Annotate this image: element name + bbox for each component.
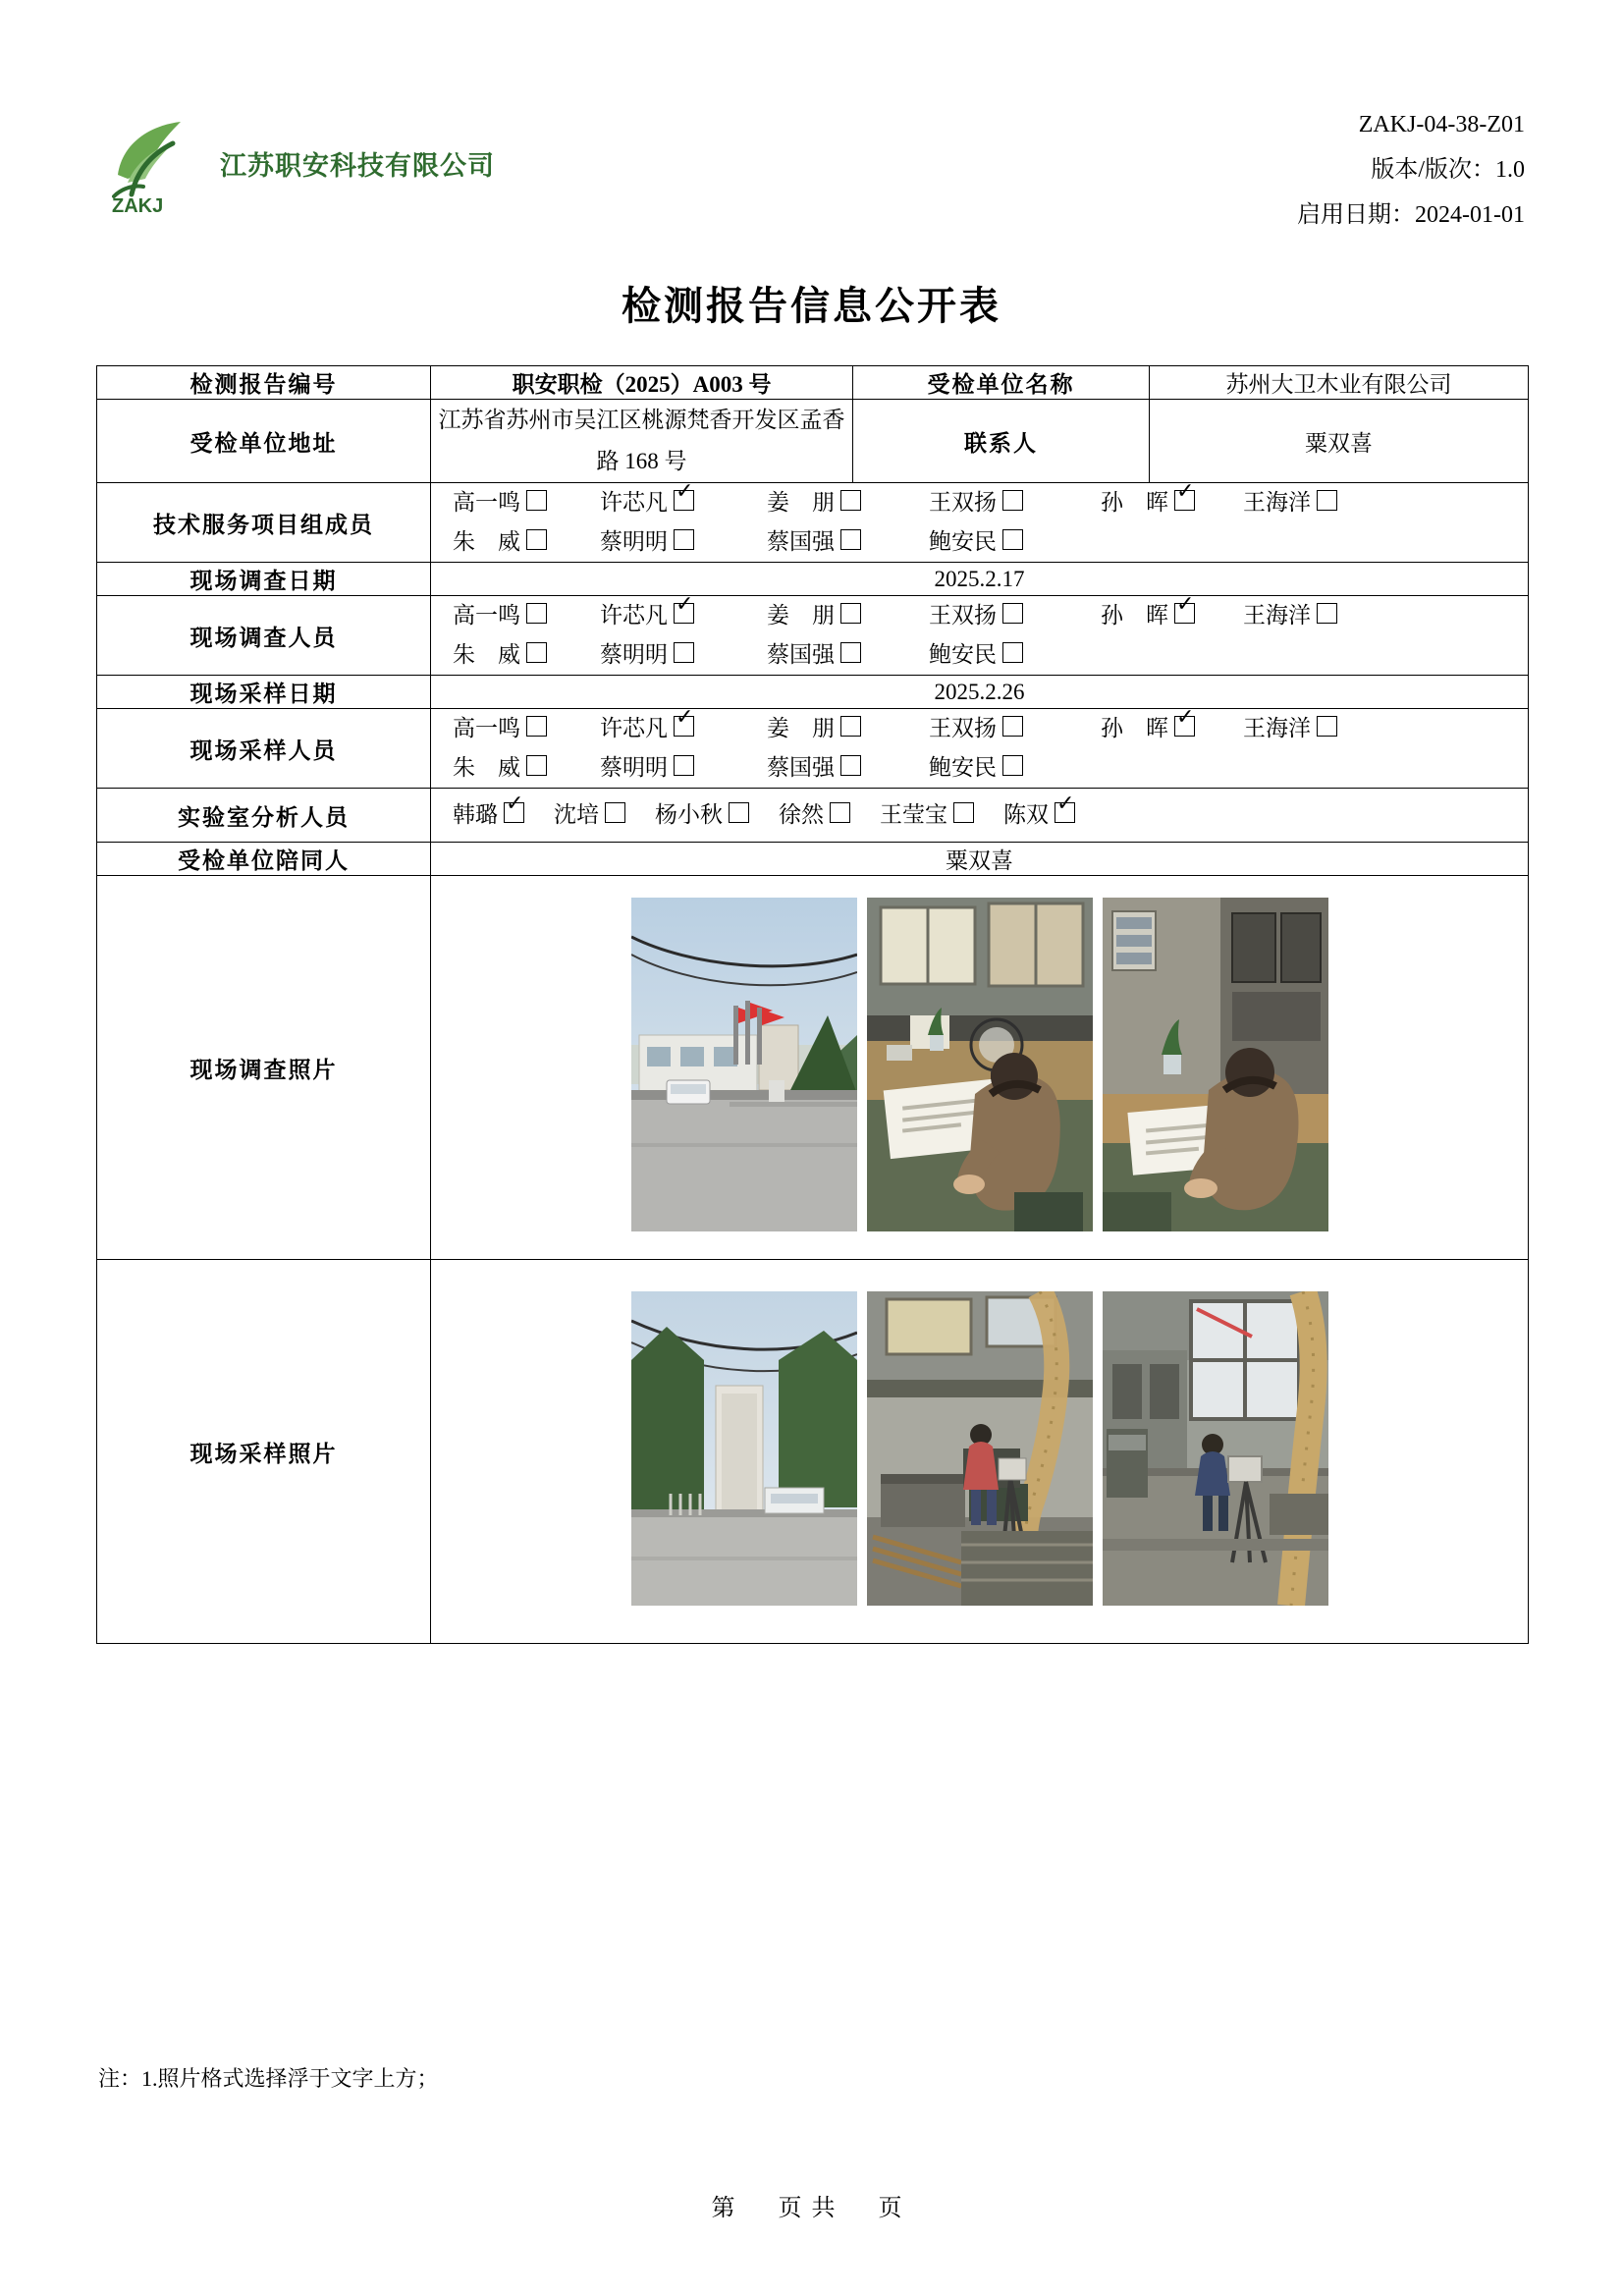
staff-name: 蔡明明 xyxy=(600,529,668,554)
checkbox-icon[interactable] xyxy=(729,802,749,823)
staff-name: 蔡国强 xyxy=(767,755,835,780)
staff-name: 王双扬 xyxy=(929,490,997,515)
checkbox-checked-icon[interactable] xyxy=(504,802,524,823)
staff-checkbox-item[interactable] xyxy=(767,596,929,635)
lab-staff-label: 实验室分析人员 xyxy=(97,789,431,843)
lab-staff-item[interactable] xyxy=(554,797,625,833)
page-number-footer: 第 页共 页 xyxy=(711,2196,912,2221)
staff-checkbox-item[interactable] xyxy=(929,483,1101,522)
lab-staff-name: 杨小秋 xyxy=(655,802,723,827)
sampling-photo-strip xyxy=(431,1260,1528,1643)
checkbox-icon[interactable] xyxy=(840,755,861,776)
sampling-staff-checklist[interactable] xyxy=(431,709,1529,789)
staff-name: 孙 晖 xyxy=(1101,603,1168,628)
svg-text:ZAKJ: ZAKJ xyxy=(112,195,164,216)
info-table xyxy=(96,365,1529,1644)
staff-name: 姜 朋 xyxy=(767,603,835,628)
lab-staff-name: 王莹宝 xyxy=(880,802,947,827)
checkbox-icon[interactable] xyxy=(1317,716,1337,737)
leaf-logo-icon xyxy=(98,110,206,216)
survey-photo-strip xyxy=(431,876,1528,1259)
checkbox-icon[interactable] xyxy=(605,802,625,823)
table-row xyxy=(97,789,1529,843)
sampling-date-label: 现场采样日期 xyxy=(97,676,431,709)
checkbox-checked-icon[interactable] xyxy=(1174,490,1195,511)
checkbox-icon[interactable] xyxy=(1002,603,1023,624)
lab-staff-name: 韩璐 xyxy=(453,802,498,827)
table-row xyxy=(97,483,1529,563)
tech-team-checklist[interactable] xyxy=(431,483,1529,563)
company-name: 江苏职安科技有限公司 xyxy=(220,150,495,181)
table-row xyxy=(97,843,1529,876)
staff-name: 王海洋 xyxy=(1243,603,1311,628)
staff-name: 朱 威 xyxy=(453,529,520,554)
lab-staff-name: 陈双 xyxy=(1003,802,1049,827)
lab-staff-item[interactable] xyxy=(453,797,524,833)
checkbox-icon[interactable] xyxy=(840,642,861,663)
checkbox-checked-icon[interactable] xyxy=(1055,802,1075,823)
client-name-label: 受检单位名称 xyxy=(853,366,1150,400)
company-logo-block xyxy=(98,110,495,216)
staff-checkbox-item[interactable] xyxy=(453,522,600,562)
survey-staff-checklist[interactable] xyxy=(431,596,1529,676)
contact-label: 联系人 xyxy=(853,400,1150,483)
survey-date-label: 现场调查日期 xyxy=(97,563,431,596)
lab-staff-name: 徐然 xyxy=(779,802,824,827)
photo-gate-pillar xyxy=(631,1291,857,1612)
staff-name: 许芯凡 xyxy=(600,490,668,515)
staff-name: 高一鸣 xyxy=(453,716,520,740)
staff-checkbox-item[interactable] xyxy=(600,748,767,788)
footnote: 注：1.照片格式选择浮于文字上方； xyxy=(98,2066,439,2091)
staff-checkbox-item[interactable] xyxy=(453,596,600,635)
checkbox-icon[interactable] xyxy=(1002,642,1023,663)
staff-checkbox-item[interactable] xyxy=(600,709,767,748)
staff-name: 姜 朋 xyxy=(767,716,835,740)
staff-checkbox-item[interactable] xyxy=(600,596,767,635)
lab-staff-item[interactable] xyxy=(779,797,850,833)
escort-label: 受检单位陪同人 xyxy=(97,843,431,876)
staff-name: 蔡国强 xyxy=(767,642,835,667)
page-title: 检测报告信息公开表 xyxy=(622,284,1001,328)
page-header xyxy=(98,110,1525,238)
survey-date-value: 2025.2.17 xyxy=(431,563,1529,596)
survey-photo-label: 现场调查照片 xyxy=(97,876,431,1260)
checkbox-icon[interactable] xyxy=(1317,490,1337,511)
checkbox-icon[interactable] xyxy=(1002,490,1023,511)
staff-name: 蔡明明 xyxy=(600,642,668,667)
table-row xyxy=(97,400,1529,483)
staff-name: 鲍安民 xyxy=(929,755,997,780)
staff-checkbox-item[interactable] xyxy=(1243,709,1439,748)
staff-line-1 xyxy=(431,596,1528,635)
staff-checkbox-item[interactable] xyxy=(453,483,600,522)
contact-value: 粟双喜 xyxy=(1150,400,1529,483)
staff-name: 蔡国强 xyxy=(767,529,835,554)
staff-checkbox-item[interactable] xyxy=(600,522,767,562)
staff-grid-survey xyxy=(431,596,1528,675)
lab-staff-item[interactable] xyxy=(1003,797,1075,833)
staff-line-1 xyxy=(431,709,1528,748)
checkbox-icon[interactable] xyxy=(526,529,547,550)
client-name-value: 苏州大卫木业有限公司 xyxy=(1150,366,1529,400)
staff-checkbox-item[interactable] xyxy=(929,709,1101,748)
header-meta xyxy=(1297,102,1525,238)
staff-checkbox-item[interactable] xyxy=(453,748,600,788)
checkbox-icon[interactable] xyxy=(840,490,861,511)
staff-checkbox-item[interactable] xyxy=(1243,596,1439,635)
checkbox-icon[interactable] xyxy=(840,716,861,737)
checkbox-checked-icon[interactable] xyxy=(674,603,694,624)
staff-checkbox-item[interactable] xyxy=(1101,709,1243,748)
staff-name: 许芯凡 xyxy=(600,603,668,628)
staff-name: 王双扬 xyxy=(929,603,997,628)
checkbox-icon[interactable] xyxy=(1002,755,1023,776)
staff-grid-tech xyxy=(431,483,1528,562)
staff-checkbox-item[interactable] xyxy=(929,596,1101,635)
staff-checkbox-item[interactable] xyxy=(453,635,600,675)
sampling-staff-label: 现场采样人员 xyxy=(97,709,431,789)
staff-line-2 xyxy=(431,635,1528,675)
staff-checkbox-item[interactable] xyxy=(1101,596,1243,635)
checkbox-checked-icon[interactable] xyxy=(1174,716,1195,737)
lab-staff-row xyxy=(431,789,1528,842)
checkbox-icon[interactable] xyxy=(953,802,974,823)
checkbox-icon[interactable] xyxy=(1002,716,1023,737)
staff-name: 蔡明明 xyxy=(600,755,668,780)
staff-grid-sampling xyxy=(431,709,1528,788)
checkbox-icon[interactable] xyxy=(674,642,694,663)
checkbox-checked-icon[interactable] xyxy=(674,716,694,737)
tech-team-label: 技术服务项目组成员 xyxy=(97,483,431,563)
staff-checkbox-item[interactable] xyxy=(1243,483,1439,522)
checkbox-icon[interactable] xyxy=(674,755,694,776)
checkbox-icon[interactable] xyxy=(526,642,547,663)
table-row xyxy=(97,876,1529,1260)
checkbox-icon[interactable] xyxy=(830,802,850,823)
report-no-label: 检测报告编号 xyxy=(97,366,431,400)
lab-staff-name: 沈培 xyxy=(554,802,599,827)
staff-checkbox-item[interactable] xyxy=(767,635,929,675)
photo-workshop-sampling-1 xyxy=(867,1291,1093,1612)
staff-line-2 xyxy=(431,748,1528,788)
staff-checkbox-item[interactable] xyxy=(600,483,767,522)
table-row xyxy=(97,596,1529,676)
table-row xyxy=(97,366,1529,400)
checkbox-icon[interactable] xyxy=(1317,603,1337,624)
staff-name: 朱 威 xyxy=(453,642,520,667)
table-row xyxy=(97,676,1529,709)
lab-staff-item[interactable] xyxy=(655,797,749,833)
lab-staff-checklist[interactable] xyxy=(431,789,1529,843)
staff-checkbox-item[interactable] xyxy=(929,635,1101,675)
sampling-photo-label: 现场采样照片 xyxy=(97,1260,431,1644)
sampling-date-value: 2025.2.26 xyxy=(431,676,1529,709)
staff-checkbox-item[interactable] xyxy=(767,522,929,562)
checkbox-icon[interactable] xyxy=(1002,529,1023,550)
photo-office-interview-1 xyxy=(867,898,1093,1237)
table-row xyxy=(97,563,1529,596)
photo-site-gate xyxy=(631,898,857,1237)
doc-version: 版本/版次：1.0 xyxy=(1371,157,1525,183)
staff-name: 鲍安民 xyxy=(929,642,997,667)
client-addr-label: 受检单位地址 xyxy=(97,400,431,483)
checkbox-icon[interactable] xyxy=(526,603,547,624)
staff-name: 姜 朋 xyxy=(767,490,835,515)
staff-name: 高一鸣 xyxy=(453,490,520,515)
table-row xyxy=(97,709,1529,789)
staff-checkbox-item[interactable] xyxy=(929,748,1101,788)
photo-office-interview-2 xyxy=(1103,898,1328,1237)
staff-checkbox-item[interactable] xyxy=(767,483,929,522)
table-row xyxy=(97,1260,1529,1644)
checkbox-icon[interactable] xyxy=(526,716,547,737)
checkbox-icon[interactable] xyxy=(674,529,694,550)
staff-checkbox-item[interactable] xyxy=(767,748,929,788)
lab-staff-item[interactable] xyxy=(880,797,974,833)
checkbox-icon[interactable] xyxy=(840,529,861,550)
checkbox-icon[interactable] xyxy=(526,755,547,776)
checkbox-checked-icon[interactable] xyxy=(1174,603,1195,624)
staff-name: 许芯凡 xyxy=(600,716,668,740)
checkbox-icon[interactable] xyxy=(840,603,861,624)
report-no-value: 职安职检（2025）A003 号 xyxy=(431,366,853,400)
photo-workshop-sampling-2 xyxy=(1103,1291,1328,1612)
doc-code: ZAKJ-04-38-Z01 xyxy=(1358,112,1525,137)
survey-photo-cell xyxy=(431,876,1529,1260)
staff-name: 王海洋 xyxy=(1243,716,1311,740)
staff-checkbox-item[interactable] xyxy=(929,522,1101,562)
staff-name: 孙 晖 xyxy=(1101,716,1168,740)
staff-name: 王海洋 xyxy=(1243,490,1311,515)
staff-checkbox-item[interactable] xyxy=(767,709,929,748)
staff-checkbox-item[interactable] xyxy=(453,709,600,748)
staff-line-2 xyxy=(431,522,1528,562)
checkbox-checked-icon[interactable] xyxy=(674,490,694,511)
doc-effective-date: 启用日期：2024-01-01 xyxy=(1297,202,1525,228)
checkbox-icon[interactable] xyxy=(526,490,547,511)
staff-checkbox-item[interactable] xyxy=(600,635,767,675)
staff-name: 孙 晖 xyxy=(1101,490,1168,515)
staff-name: 朱 威 xyxy=(453,755,520,780)
staff-name: 王双扬 xyxy=(929,716,997,740)
staff-checkbox-item[interactable] xyxy=(1101,483,1243,522)
survey-staff-label: 现场调查人员 xyxy=(97,596,431,676)
staff-name: 高一鸣 xyxy=(453,603,520,628)
staff-name: 鲍安民 xyxy=(929,529,997,554)
staff-line-1 xyxy=(431,483,1528,522)
escort-value: 粟双喜 xyxy=(431,843,1529,876)
sampling-photo-cell xyxy=(431,1260,1529,1644)
client-addr-value: 江苏省苏州市吴江区桃源梵香开发区孟香路 168 号 xyxy=(431,400,853,483)
